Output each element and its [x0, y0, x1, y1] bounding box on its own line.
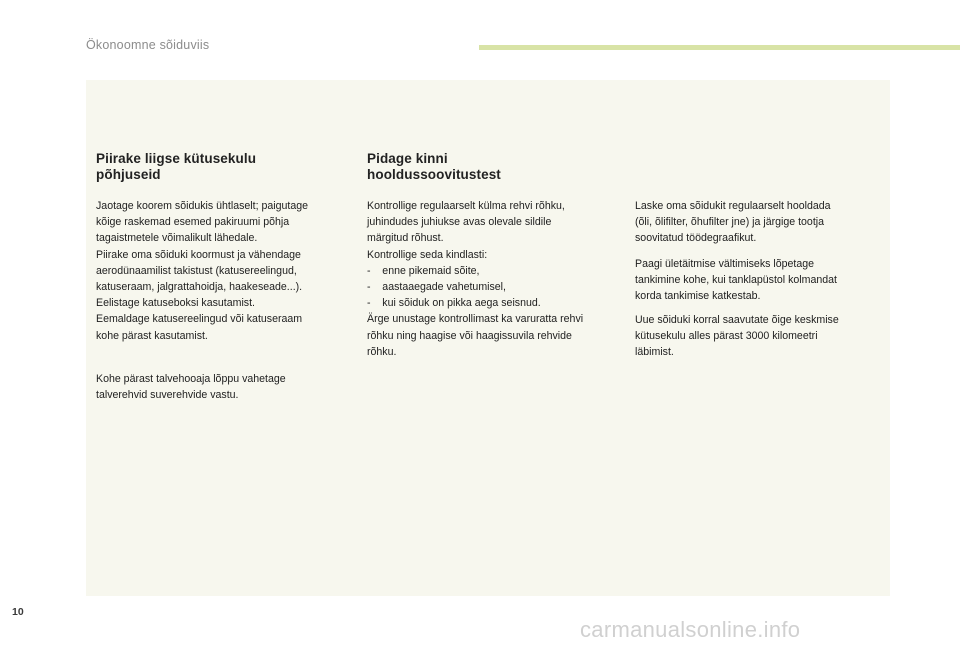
- content-panel: [86, 80, 890, 596]
- watermark: carmanualsonline.info: [580, 617, 801, 642]
- paragraph-load-advice: Jaotage koorem sõidukis ühtlaselt; paigutage kõige raskemad esemed pakiruumi põhja tagaistmetele võimalikult lähedale. Piirake oma sõiduki koormust ja vähendage aerodünaamilist takistust (katusereelingud, katuseraam, jalgrattahoidja, haakeseade...). Eelistage katuseboksi kasutamist. Eemaldage katusereelingud või katuseraam kohe pärast kasutamist.: [96, 200, 309, 342]
- paragraph-refuelling: Paagi ületäitmise vältimiseks lõpetage tankimine kohe, kui tanklapüstol kolmandat korda tankimise katkestab.: [635, 258, 837, 303]
- heading-fuel-consumption: Piirake liigse kütusekulu põhjuseid: [96, 151, 257, 182]
- paragraph-tyre-pressure: Kontrollige regulaarselt külma rehvi rõhku, juhindudes juhiukse avas olevale sildile märgitud rõhust. Kontrollige seda kindlasti: - enne pikemaid sõite, - aastaaegade vahetumisel, - kui sõiduk on pikka aega seisnud. Ärge unustage kontrollimast ka varuratta rehvi rõhku ning haagise või haagissuvila rehvide rõhku.: [367, 200, 584, 358]
- paragraph-service-schedule: Laske oma sõidukit regulaarselt hooldada (õli, õlifilter, õhufilter jne) ja järgige tootja soovitatud töödegraafikut.: [635, 200, 831, 245]
- section-title: Ökonoomne sõiduviis: [86, 38, 210, 52]
- header-accent-bar: [479, 45, 960, 50]
- page-number: 10: [12, 606, 24, 618]
- paragraph-winter-tyres: Kohe pärast talvehooaja lõppu vahetage talverehvid suverehvide vastu.: [96, 373, 286, 402]
- paragraph-new-vehicle: Uue sõiduki korral saavutate õige keskmise kütusekulu alles pärast 3000 kilomeetri läbimist.: [635, 314, 839, 359]
- heading-maintenance: Pidage kinni hooldussoovitustest: [367, 151, 501, 182]
